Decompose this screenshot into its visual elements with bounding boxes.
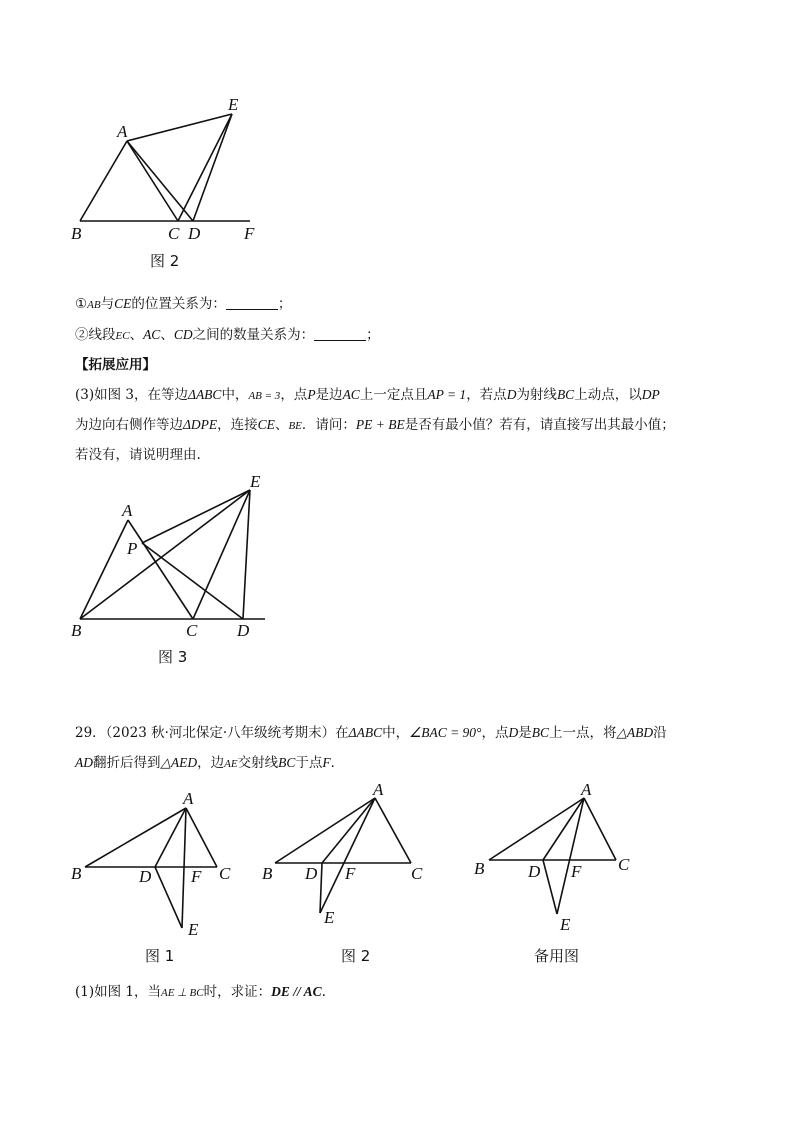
label-f: F xyxy=(571,862,582,881)
q2-num: ② xyxy=(75,327,89,343)
p3-dp: DP xyxy=(641,387,660,402)
label-a: A xyxy=(373,780,384,799)
label-f: F xyxy=(191,867,202,886)
figure-29-1-caption: 图 1 xyxy=(145,947,175,965)
p3-s7: 是边 xyxy=(315,387,343,403)
p3-tri-dpe: ΔDPE xyxy=(183,417,218,432)
q1-num: ① xyxy=(75,296,88,312)
p29-1-cond: AE ⊥ BC xyxy=(161,987,204,999)
label-p: P xyxy=(127,539,138,558)
p29-ad: AD xyxy=(75,755,93,770)
p3-p: P xyxy=(307,387,316,402)
p29-tri-abc: ΔABC xyxy=(348,725,383,740)
p3-bc: BC xyxy=(556,387,575,402)
figure-3-caption: 图 3 xyxy=(158,648,188,666)
p3-ce: CE xyxy=(257,417,275,432)
p3-s19: ，连接 xyxy=(217,417,258,433)
label-c: C xyxy=(186,621,198,640)
label-e: E xyxy=(324,908,335,927)
label-c: C xyxy=(618,855,630,874)
label-e: E xyxy=(250,472,261,491)
p3-s21: 、 xyxy=(274,417,289,433)
p3-s9: 上一定点且 xyxy=(359,387,428,403)
problem-29-subquestion-1 xyxy=(75,982,326,1003)
q1-text: 与 xyxy=(100,296,115,312)
label-c: C xyxy=(411,864,423,883)
label-d: D xyxy=(305,864,318,883)
label-e: E xyxy=(188,920,199,939)
p3-s5: ，点 xyxy=(280,387,308,403)
p3-s17: 为边向右侧作等边 xyxy=(75,417,183,433)
figure-2-caption: 图 2 xyxy=(150,252,180,270)
q2-tail: ； xyxy=(366,327,380,343)
q2-ec: EC xyxy=(115,330,130,342)
p29-s1: 29．（2023 秋·河北保定·八年级统考期末）在 xyxy=(75,725,349,741)
p29-tri-aed: △AED xyxy=(160,755,198,770)
p29-1-s1: (1)如图 1，当 xyxy=(75,984,162,1000)
label-b: B xyxy=(71,864,82,883)
p3-s23: ．请问： xyxy=(301,417,356,433)
p29-angle: ∠BAC = 90° xyxy=(409,725,482,740)
p29-s3: 中， xyxy=(382,725,410,741)
q2-ac: AC xyxy=(143,327,161,342)
p3-pe-be: PE + BE xyxy=(355,417,405,432)
p29-f: F xyxy=(322,755,331,770)
label-e: E xyxy=(228,95,239,114)
p29-s5: ，点 xyxy=(481,725,509,741)
p3-be: BE xyxy=(288,420,302,432)
q1-ab: AB xyxy=(87,299,101,311)
label-a: A xyxy=(581,780,592,799)
label-a: A xyxy=(122,501,133,520)
q1-text2: 的位置关系为： xyxy=(131,296,226,312)
p29-s7: 是 xyxy=(518,725,532,741)
q1-ce: CE xyxy=(114,296,132,311)
q1-tail: ； xyxy=(277,296,292,312)
label-c: C xyxy=(219,864,231,883)
p3-ab-eq: AB = 3 xyxy=(248,390,281,402)
p29-1-s3: 时，求证： xyxy=(203,984,272,1000)
q2-text: 线段 xyxy=(88,327,116,343)
p29-s11: 沿 xyxy=(653,725,667,741)
p3-s3: 中， xyxy=(221,387,249,403)
p3-d: D xyxy=(506,387,517,402)
label-f: F xyxy=(345,864,356,883)
p29-bc2: BC xyxy=(278,755,296,770)
p3-s1: (3)如图 3，在等边 xyxy=(75,387,189,403)
p3-ap-eq: AP = 1 xyxy=(427,387,467,402)
label-b: B xyxy=(262,864,273,883)
label-f: F xyxy=(244,224,255,243)
label-b: B xyxy=(71,621,82,640)
p29-bc: BC xyxy=(531,725,549,740)
label-c: C xyxy=(168,224,180,243)
label-b: B xyxy=(474,859,485,878)
p29-s9: 上一点，将 xyxy=(548,725,617,741)
q2-sep1: 、 xyxy=(129,327,144,343)
p29-s21: ． xyxy=(330,755,345,771)
p29-tri-abd: △ABD xyxy=(616,725,654,740)
figure-29-2-caption: 图 2 xyxy=(341,947,371,965)
label-d: D xyxy=(237,621,250,640)
label-d: D xyxy=(188,224,201,243)
p3-s11: ，若点 xyxy=(466,387,507,403)
p3-s15: 上动点，以 xyxy=(574,387,642,403)
p29-s15: ，边 xyxy=(197,755,225,771)
problem-3-line-3: 若没有，请说明理由. xyxy=(75,447,201,463)
p29-1-s5: . xyxy=(321,984,326,1000)
p3-ac: AC xyxy=(342,387,360,402)
p29-1-goal: DE // AC xyxy=(271,984,322,999)
q2-text2: 之间的数量关系为： xyxy=(192,327,315,343)
p29-s13: 翻折后得到 xyxy=(93,755,161,771)
q2-sep2: 、 xyxy=(160,327,174,343)
p29-s19: 于点 xyxy=(295,755,323,771)
label-e: E xyxy=(560,915,571,934)
label-d: D xyxy=(139,867,152,886)
p29-s17: 交射线 xyxy=(237,755,279,771)
label-b: B xyxy=(71,224,82,243)
p29-ae: AE xyxy=(224,758,238,770)
p3-tri-abc: ΔABC xyxy=(188,387,222,402)
figure-29-backup-caption: 备用图 xyxy=(534,947,580,965)
q2-cd: CD xyxy=(173,327,193,342)
p3-s13: 为射线 xyxy=(516,387,557,403)
label-d: D xyxy=(528,862,541,881)
label-a: A xyxy=(183,789,194,808)
section-heading: 【拓展应用】 xyxy=(75,357,156,373)
p3-s25: 是否有最小值？若有，请直接写出其最小值； xyxy=(404,417,675,433)
label-a: A xyxy=(117,122,128,141)
p29-d: D xyxy=(508,725,519,740)
